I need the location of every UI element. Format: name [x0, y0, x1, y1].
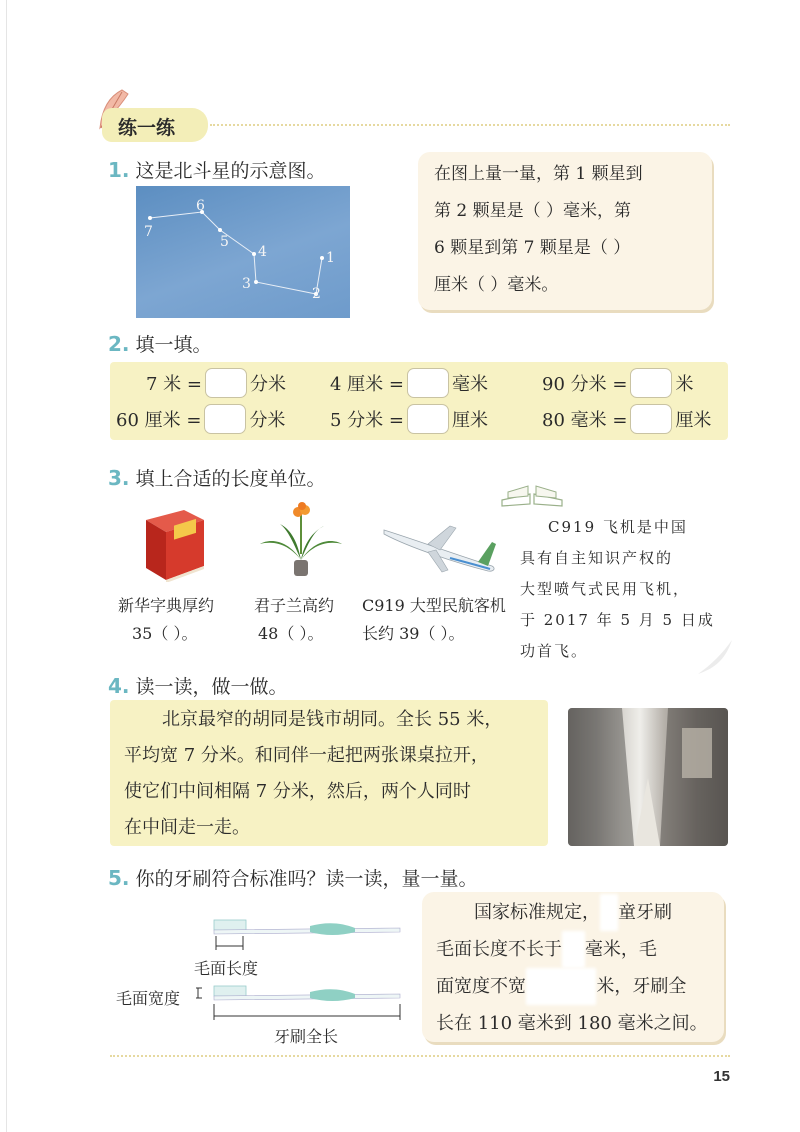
- card-text: 面宽度不宽: [436, 976, 526, 997]
- question-number: 2.: [108, 332, 130, 356]
- caption-line: 48（ ）。: [258, 624, 324, 643]
- fill-right: 毫米: [451, 374, 488, 395]
- star-label: 7: [144, 224, 153, 240]
- question-text: 你的牙刷符合标准吗？读一读，量一量。: [135, 868, 478, 890]
- caption-line: C919 大型民航客机: [362, 596, 506, 615]
- fill-left: 7 米 =: [146, 374, 202, 395]
- question-number: 4.: [108, 674, 130, 698]
- clivia-plant-image: [258, 500, 344, 584]
- star-label: 3: [242, 276, 251, 292]
- toothbrush-diagram: [110, 906, 410, 1050]
- note-line: C919 飞机是中国: [548, 518, 688, 536]
- question-5: [108, 864, 478, 891]
- card-text: 毛面长度不长于: [436, 939, 562, 960]
- obscured-text: [600, 894, 618, 931]
- card-line: 在图上量一量，第 1 颗星到: [434, 164, 643, 184]
- caption-line: 新华字典厚约: [118, 596, 215, 615]
- fill-left: 5 分米 =: [330, 410, 404, 431]
- q4-reading-box: [110, 700, 548, 846]
- note-line: 大型喷气式民用飞机，: [520, 580, 691, 598]
- c919-note: [520, 512, 725, 667]
- bottom-divider: [110, 1055, 730, 1057]
- reading-line: 平均宽 7 分米。和同伴一起把两张课桌拉开，: [124, 745, 489, 766]
- header-divider: [210, 124, 730, 126]
- c919-airplane-image: [380, 516, 498, 582]
- fill-left: 80 毫米 =: [542, 410, 628, 431]
- question-text: 读一读，做一做。: [135, 676, 288, 698]
- reading-line: 北京最窄的胡同是钱市胡同。全长 55 米，: [162, 709, 503, 730]
- card-line: 厘米（ ）毫米。: [434, 275, 559, 295]
- star-label: 6: [196, 198, 205, 214]
- question-text: 填上合适的长度单位。: [135, 468, 326, 490]
- note-line: 于 2017 年 5 月 5 日成: [520, 611, 715, 629]
- fill-item: [116, 404, 285, 434]
- question-2: [108, 330, 212, 357]
- question-text: 填一填。: [135, 334, 212, 356]
- star-label: 1: [326, 250, 335, 266]
- answer-box[interactable]: [205, 368, 247, 398]
- fill-right: 米: [675, 374, 694, 395]
- card-text: 米，牙刷全: [596, 976, 687, 997]
- card-line: 第 2 颗星是（ ）毫米，第: [434, 201, 632, 221]
- card-text: 国家标准规定，: [474, 902, 600, 923]
- answer-box[interactable]: [407, 404, 449, 434]
- card-line: [422, 1005, 724, 1042]
- plant-caption: [254, 592, 334, 648]
- dictionary-image: [140, 506, 210, 586]
- q1-instruction-card: [418, 152, 712, 310]
- card-line: 6 颗星到第 7 颗星是（ ）: [434, 238, 631, 258]
- reading-line: 在中间走一走。: [124, 817, 250, 838]
- total-length-label: 牙刷全长: [274, 1027, 339, 1046]
- question-number: 5.: [108, 866, 130, 890]
- answer-box[interactable]: [630, 368, 672, 398]
- question-text: 这是北斗星的示意图。: [135, 160, 326, 182]
- answer-box[interactable]: [204, 404, 246, 434]
- question-3: [108, 464, 326, 491]
- caption-line: 35（ ）。: [132, 624, 198, 643]
- dictionary-caption: [118, 592, 214, 648]
- section-title: 练一练: [118, 117, 176, 139]
- fill-left: 90 分米 =: [542, 374, 628, 395]
- star-label: 2: [312, 286, 321, 302]
- question-1: [108, 156, 326, 183]
- fill-left: 4 厘米 =: [330, 374, 404, 395]
- page-edge-rule: [6, 0, 7, 1132]
- fill-right: 厘米: [451, 410, 488, 431]
- big-dipper-diagram: [136, 186, 350, 318]
- card-text: 长在 110 毫米到 180 毫米之间。: [436, 1013, 708, 1034]
- caption-line: 长约 39（ ）。: [362, 624, 465, 643]
- narrow-alley-photo: [568, 708, 728, 846]
- question-4: [108, 672, 288, 699]
- open-book-icon: [500, 480, 564, 512]
- fill-item: [542, 404, 711, 434]
- card-text: 童牙刷: [618, 902, 672, 923]
- fill-right: 分米: [249, 374, 286, 395]
- fill-left: 60 厘米 =: [116, 410, 202, 431]
- fill-right: 分米: [249, 410, 286, 431]
- question-number: 1.: [108, 158, 130, 182]
- question-number: 3.: [108, 466, 130, 490]
- card-text: 毫米，毛: [584, 939, 657, 960]
- page-number: 15: [713, 1068, 730, 1085]
- reading-line: 使它们中间相隔 7 分米，然后，两个人同时: [124, 781, 471, 802]
- head-width-label: 毛面宽度: [116, 989, 181, 1008]
- card-line: [422, 968, 724, 1005]
- fill-right: 厘米: [675, 410, 712, 431]
- card-line: [422, 931, 724, 968]
- head-length-label: 毛面长度: [194, 959, 259, 978]
- fill-item: [330, 404, 488, 434]
- caption-line: 君子兰高约: [254, 596, 335, 615]
- note-line: 具有自主知识产权的: [520, 549, 674, 567]
- fill-item: [146, 368, 286, 398]
- card-line: [422, 894, 724, 931]
- page-curl-decoration: [698, 640, 732, 678]
- fill-item: [542, 368, 693, 398]
- star-label: 4: [258, 244, 267, 260]
- answer-box[interactable]: [630, 404, 672, 434]
- obscured-text: [562, 931, 585, 968]
- note-line: 功首飞。: [520, 642, 589, 660]
- airplane-caption: [362, 592, 506, 648]
- star-label: 5: [220, 234, 229, 250]
- obscured-text: [526, 968, 596, 1005]
- fill-item: [330, 368, 488, 398]
- answer-box[interactable]: [407, 368, 449, 398]
- q5-standard-card: [422, 892, 724, 1042]
